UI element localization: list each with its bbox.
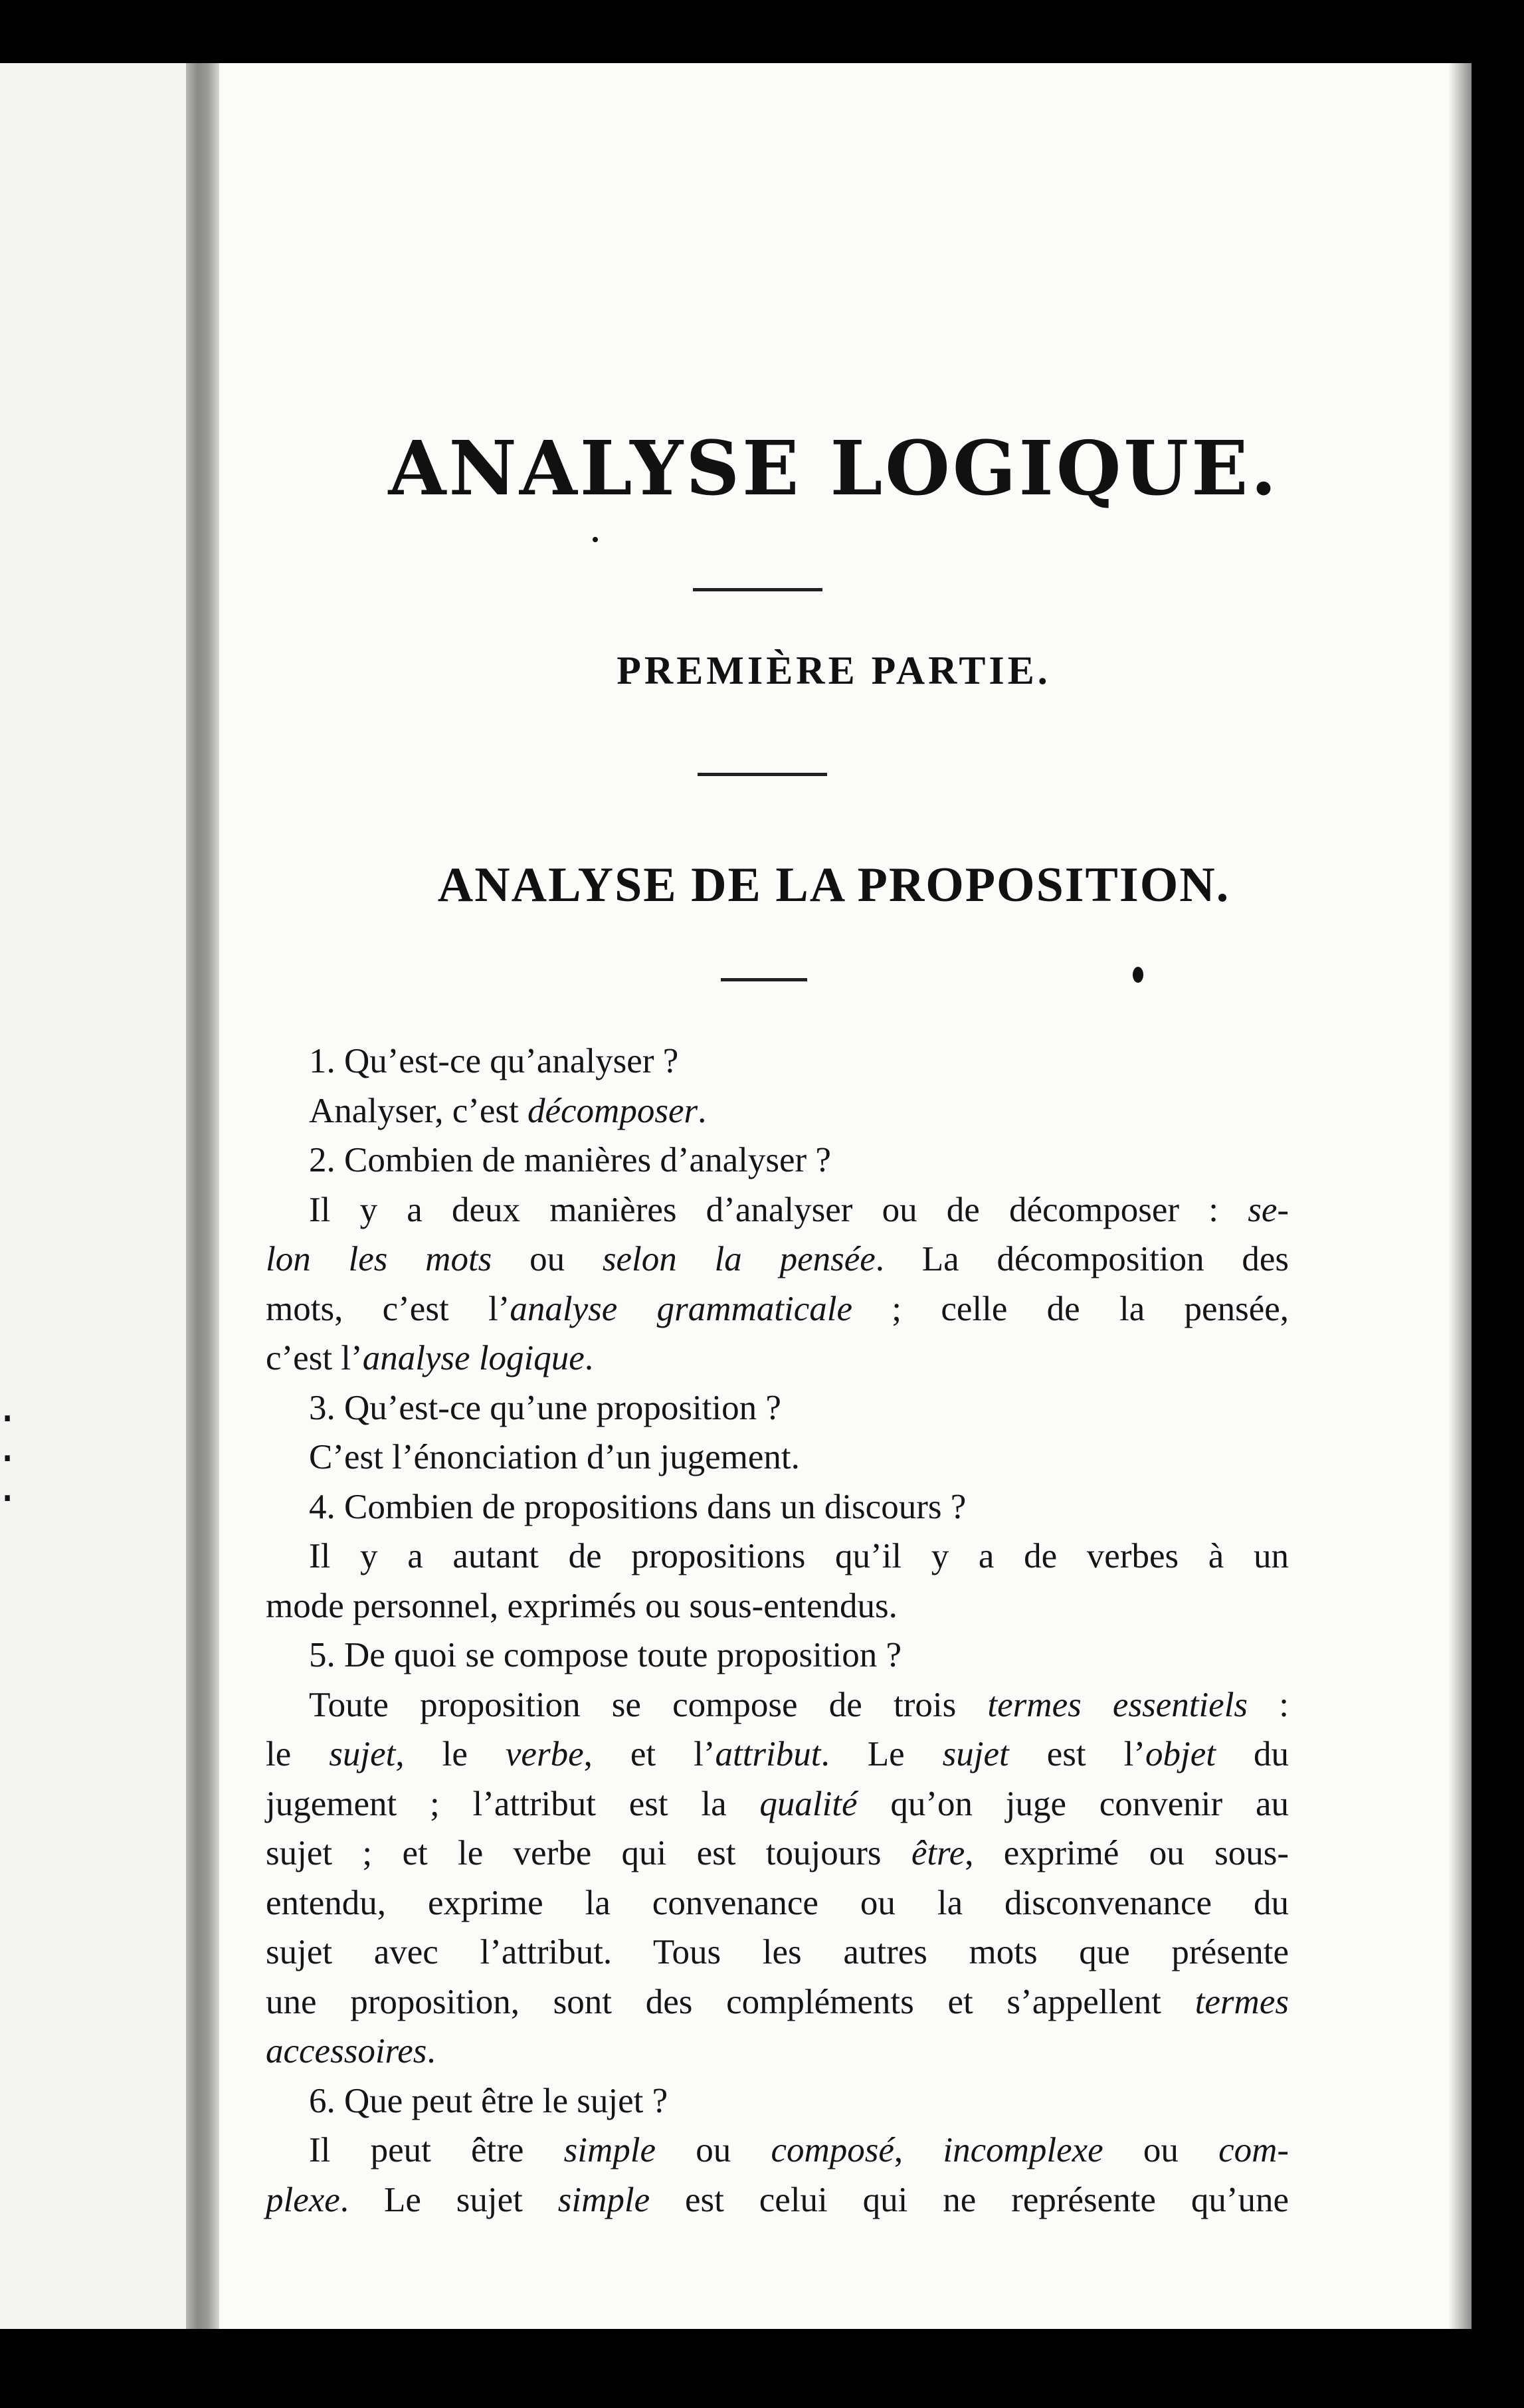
section-heading: ANALYSE DE LA PROPOSITION.	[437, 858, 1230, 912]
text-segment: 3. Qu’est-ce qu’une proposition ?	[309, 1388, 781, 1427]
italic-text: qualité	[759, 1784, 858, 1823]
text-segment: entendu, exprime la convenance ou la disconvenance du	[266, 1883, 1289, 1922]
text-line	[266, 1136, 1289, 1185]
text-segment: :	[1248, 1685, 1289, 1724]
text-segment: Analyser, c’est	[309, 1091, 527, 1130]
text-segment: c’est l’	[266, 1339, 363, 1377]
text-segment: du	[1216, 1735, 1289, 1773]
italic-text: accessoires	[266, 2032, 427, 2070]
text-segment: est celui qui ne représente qu’une	[650, 2180, 1289, 2219]
text-line	[266, 1235, 1289, 1284]
text-segment: 2. Combien de manières d’analyser ?	[309, 1141, 831, 1179]
text-segment: est l’	[1008, 1735, 1146, 1773]
ink-speck	[1133, 967, 1143, 983]
text-segment: , exprimé ou sous-	[965, 1834, 1289, 1872]
text-segment: jugement ; l’attribut est la	[266, 1784, 760, 1823]
text-line	[266, 1433, 1289, 1482]
text-segment: .	[427, 2032, 436, 2070]
facing-page-edge	[0, 63, 186, 2329]
text-segment: . Le sujet	[339, 2180, 558, 2219]
text-segment: C’est l’énonciation d’un jugement.	[309, 1438, 800, 1476]
text-segment: 1. Qu’est-ce qu’analyser ?	[309, 1042, 679, 1080]
text-segment: .	[584, 1339, 594, 1377]
title-divider	[693, 588, 822, 591]
text-segment: une proposition, sont des compléments et s’appellent	[266, 1982, 1195, 2021]
text-segment: mots, c’est l’	[266, 1289, 510, 1328]
part-divider	[698, 773, 827, 776]
text-line	[266, 1482, 1289, 1532]
text-line	[266, 1037, 1289, 1086]
part-heading: PREMIÈRE PARTIE.	[617, 649, 1051, 692]
text-segment: mode personnel, exprimés ou sous-entendus.	[266, 1586, 898, 1625]
text-segment: . Le	[820, 1735, 943, 1773]
section-divider	[721, 978, 807, 981]
italic-text: être	[911, 1834, 965, 1872]
italic-text: décomposer	[527, 1091, 698, 1130]
text-line	[266, 1581, 1289, 1631]
text-line	[266, 1185, 1289, 1235]
italic-text: com-	[1218, 2131, 1289, 2169]
text-segment: ; celle de la pensée,	[852, 1289, 1289, 1328]
text-segment: ou	[1103, 2131, 1219, 2169]
italic-text: termes	[1194, 1982, 1289, 2021]
text-line	[266, 1878, 1289, 1928]
text-line	[266, 1532, 1289, 1581]
text-segment: 4. Combien de propositions dans un discours ?	[309, 1487, 967, 1526]
text-segment: Toute proposition se compose de trois	[309, 1685, 988, 1724]
text-segment: .	[698, 1091, 707, 1130]
text-line	[266, 1680, 1289, 1730]
page-title: ANALYSE LOGIQUE.	[388, 425, 1280, 512]
italic-text: plexe	[266, 2180, 340, 2219]
text-segment: . La décomposition des	[875, 1240, 1289, 1278]
text-line	[266, 1779, 1289, 1829]
text-segment: le	[266, 1735, 330, 1773]
text-line	[266, 1730, 1289, 1779]
italic-text: analyse logique	[362, 1339, 585, 1377]
text-segment: , et l’	[583, 1735, 715, 1773]
text-line	[266, 1086, 1289, 1136]
text-segment: 5. De quoi se compose toute proposition ?	[309, 1636, 902, 1674]
text-segment: Il y a deux manières d’analyser ou de décomposer :	[309, 1190, 1248, 1229]
italic-text: sujet	[329, 1735, 396, 1773]
italic-text: lon les mots	[266, 1240, 492, 1278]
text-segment: , le	[395, 1735, 506, 1773]
text-line	[266, 1928, 1289, 1977]
text-segment: sujet ; et le verbe qui est toujours	[266, 1834, 911, 1872]
text-line	[266, 2027, 1289, 2076]
italic-text: selon la pensée	[602, 1240, 876, 1278]
body-text	[266, 1037, 1289, 2225]
italic-text: simple	[563, 2131, 656, 2169]
text-segment: 6. Que peut être le sujet ?	[309, 2081, 668, 2120]
margin-dots-icon: · · ·	[0, 1391, 15, 1526]
text-segment: sujet avec l’attribut. Tous les autres mots que présente	[266, 1933, 1289, 1971]
text-segment: ,	[894, 2131, 943, 2169]
text-line	[266, 1284, 1289, 1334]
book-gutter	[186, 63, 219, 2329]
text-segment: Il y a autant de propositions qu’il y a de verbes à un	[309, 1537, 1289, 1575]
text-line	[266, 1829, 1289, 1878]
italic-text: sujet	[942, 1735, 1009, 1773]
text-segment: ou	[492, 1240, 603, 1278]
text-segment: qu’on juge convenir au	[857, 1784, 1289, 1823]
italic-text: analyse grammaticale	[510, 1289, 852, 1328]
text-line	[266, 2126, 1289, 2175]
italic-text: se-	[1248, 1190, 1289, 1229]
italic-text: termes essentiels	[987, 1685, 1248, 1724]
ink-speck	[593, 537, 598, 542]
italic-text: composé	[771, 2131, 894, 2169]
page-right-edge	[1448, 63, 1472, 2329]
text-line	[266, 1334, 1289, 1383]
text-line	[266, 2175, 1289, 2225]
text-segment: ou	[656, 2131, 771, 2169]
text-line	[266, 1631, 1289, 1680]
text-segment: Il peut être	[309, 2131, 564, 2169]
italic-text: attribut	[715, 1735, 821, 1773]
text-line	[266, 1977, 1289, 2027]
text-line	[266, 1383, 1289, 1433]
italic-text: objet	[1145, 1735, 1216, 1773]
text-line	[266, 2076, 1289, 2126]
italic-text: simple	[557, 2180, 650, 2219]
italic-text: incomplexe	[943, 2131, 1103, 2169]
italic-text: verbe	[505, 1735, 584, 1773]
